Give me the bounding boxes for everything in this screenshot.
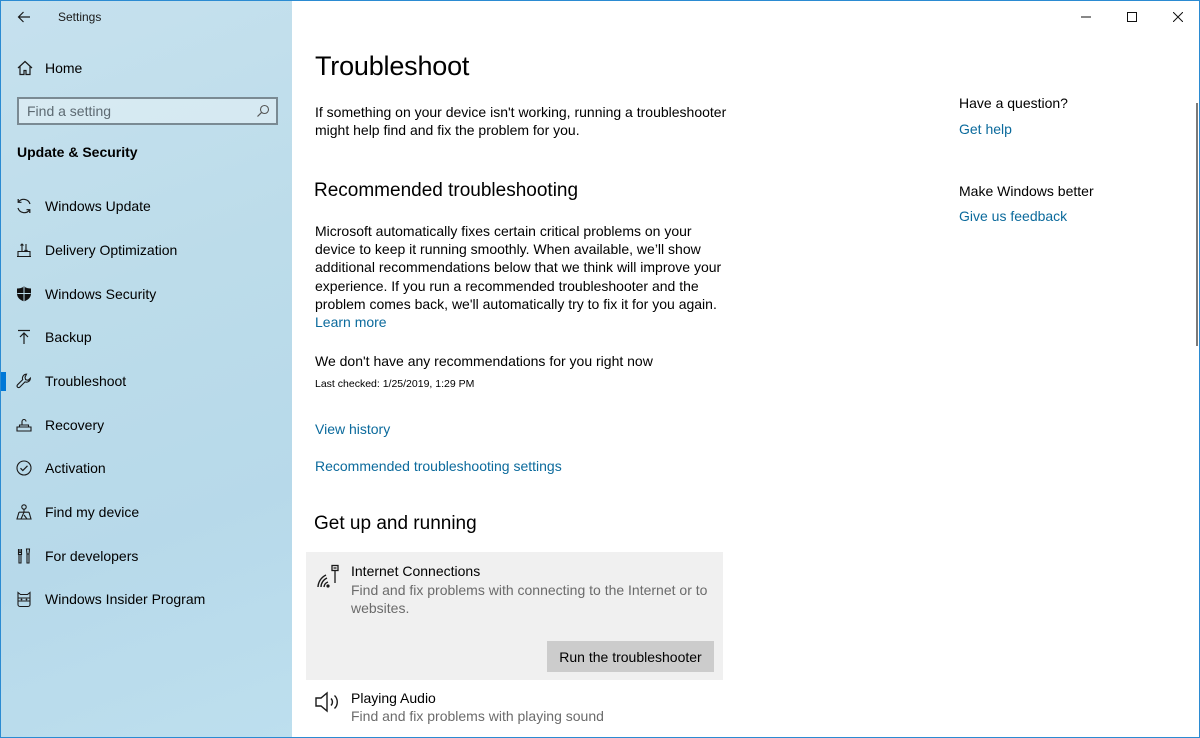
sidebar-item-find-my-device[interactable] <box>1 492 292 532</box>
recommended-heading: Recommended troubleshooting <box>314 180 579 201</box>
close-button[interactable] <box>1155 1 1200 33</box>
sidebar-item-windows-security[interactable] <box>1 274 292 314</box>
maximize-icon <box>1127 12 1137 22</box>
have-a-question-label: Have a question? <box>959 95 1068 111</box>
sidebar <box>1 1 292 738</box>
check-circle-icon <box>15 459 33 477</box>
page-title: Troubleshoot <box>315 51 470 81</box>
get-up-and-running-heading: Get up and running <box>314 513 477 534</box>
sidebar-item-label: Find my device <box>45 504 140 520</box>
search-box <box>17 97 278 125</box>
sidebar-item-windows-insider-program[interactable] <box>1 579 292 619</box>
troubleshooter-playing-audio[interactable] <box>306 685 723 738</box>
back-button[interactable] <box>9 5 39 29</box>
upload-arrow-icon <box>15 328 33 346</box>
sidebar-item-label: Activation <box>45 460 106 476</box>
troubleshooter-description: Find and fix problems with connecting to the Internet or to websites. <box>351 582 708 616</box>
delivery-optimization-icon <box>15 241 33 259</box>
home-nav-item[interactable] <box>1 55 292 81</box>
search-input[interactable] <box>19 99 249 123</box>
last-checked-timestamp: Last checked: 1/25/2019, 1:29 PM <box>315 378 475 390</box>
get-help-link[interactable]: Get help <box>959 121 1012 137</box>
sidebar-item-label: Windows Insider Program <box>45 591 206 607</box>
speaker-icon <box>314 690 342 714</box>
sidebar-item-for-developers[interactable] <box>1 536 292 576</box>
sidebar-item-label: Windows Update <box>45 198 151 214</box>
sidebar-item-recovery[interactable] <box>1 405 292 445</box>
sidebar-item-label: Windows Security <box>45 286 157 302</box>
home-icon <box>16 59 34 77</box>
section-title: Update & Security <box>17 144 138 160</box>
troubleshooter-internet-connections[interactable] <box>306 552 723 680</box>
sync-icon <box>15 197 33 215</box>
developer-tools-icon <box>15 547 33 565</box>
sidebar-item-label: Troubleshoot <box>45 373 127 389</box>
title-bar <box>1 1 292 33</box>
make-windows-better-label: Make Windows better <box>959 183 1094 199</box>
troubleshooter-name: Playing Audio <box>351 690 436 706</box>
recommended-description <box>315 222 735 331</box>
sidebar-item-activation[interactable] <box>1 448 292 488</box>
recommended-settings-link[interactable]: Recommended troubleshooting settings <box>315 458 562 474</box>
app-title: Settings <box>58 10 102 24</box>
run-troubleshooter-button[interactable]: Run the troubleshooter <box>547 641 714 672</box>
network-icon <box>315 563 343 591</box>
vertical-scrollbar[interactable] <box>1196 103 1198 346</box>
sidebar-item-windows-update[interactable] <box>1 186 292 226</box>
recommendations-status: We don't have any recommendations for you right now <box>315 353 653 369</box>
back-arrow-icon <box>17 11 31 23</box>
sidebar-item-label: Backup <box>45 329 92 345</box>
maximize-button[interactable] <box>1109 1 1155 33</box>
main-content <box>292 1 1200 738</box>
sidebar-item-label: Delivery Optimization <box>45 242 178 258</box>
view-history-link[interactable]: View history <box>315 421 391 437</box>
troubleshooter-description: Find and fix problems with playing sound <box>351 708 604 724</box>
window-controls <box>1063 1 1200 33</box>
close-icon <box>1173 12 1183 22</box>
intro-text: If something on your device isn't working, running a troubleshooter might help find and fix the problem for you. <box>315 104 727 138</box>
learn-more-link[interactable]: Learn more <box>315 314 387 331</box>
search-icon[interactable] <box>256 104 270 118</box>
troubleshooter-name: Internet Connections <box>351 563 481 579</box>
sidebar-item-backup[interactable] <box>1 317 292 357</box>
ninja-cat-icon <box>15 590 33 608</box>
sidebar-item-delivery-optimization[interactable] <box>1 230 292 270</box>
recommended-description-text: Microsoft automatically fixes certain critical problems on your device to keep it running smoothly. When available, we’ll show additional recommendations below that we think will improve your experience. If you run a recommended troubleshooter and the problem comes back, we'll automatically try to fix it for you again. <box>315 223 722 312</box>
person-location-icon <box>15 503 33 521</box>
sidebar-item-label: For developers <box>45 548 139 564</box>
sidebar-item-label: Recovery <box>45 417 105 433</box>
shield-icon <box>15 285 33 303</box>
wrench-icon <box>15 372 33 390</box>
give-feedback-link[interactable]: Give us feedback <box>959 208 1068 224</box>
minimize-icon <box>1081 12 1091 22</box>
home-label: Home <box>45 60 83 76</box>
sidebar-item-troubleshoot[interactable] <box>1 361 292 401</box>
minimize-button[interactable] <box>1063 1 1109 33</box>
recovery-icon <box>15 416 33 434</box>
